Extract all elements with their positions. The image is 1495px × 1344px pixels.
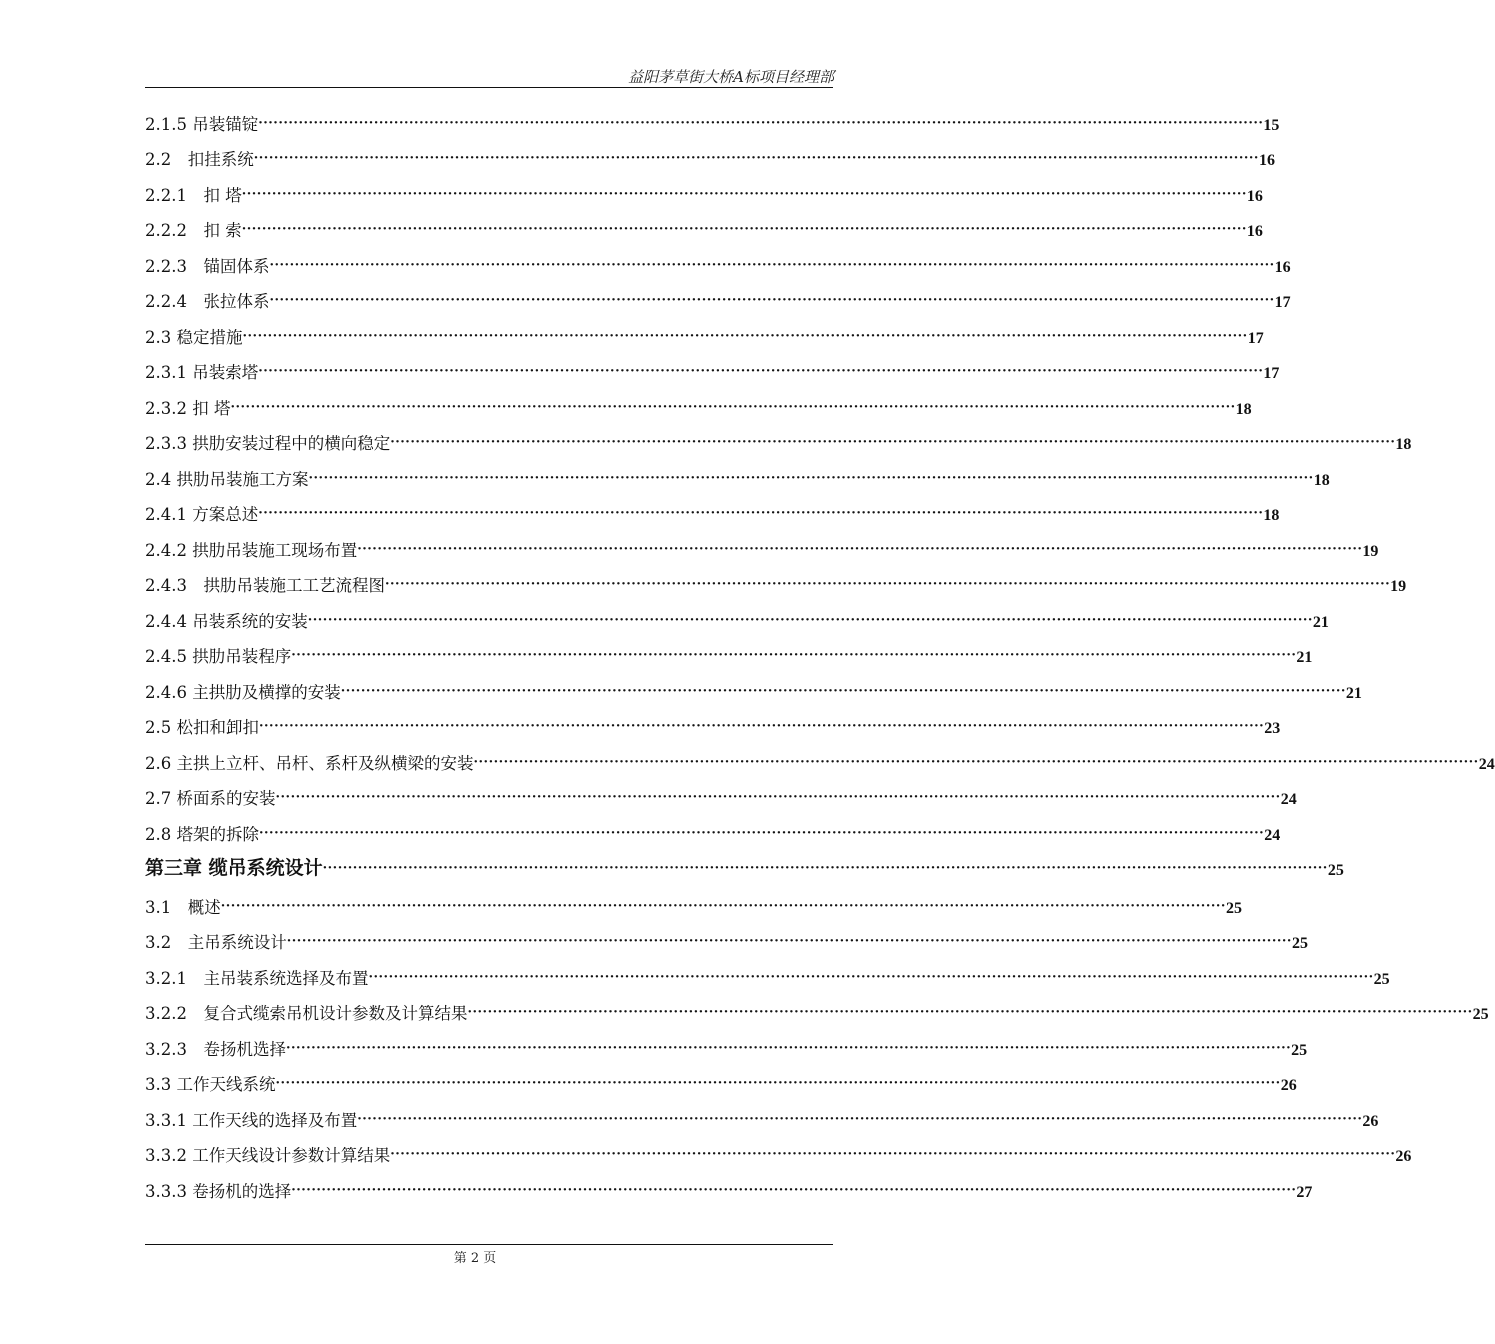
toc-leader-dots: ········································································································································································································: [390, 435, 1396, 450]
toc-leader-dots: ········································································································································································································: [269, 258, 1275, 273]
toc-entry-label: 2.4.5 拱肋吊装程序: [145, 647, 292, 666]
toc-entry-page: 24: [1280, 791, 1297, 808]
toc-entry-page: 25: [1327, 862, 1344, 879]
toc-entry-label: 2.4.1 方案总述: [145, 505, 259, 524]
toc-leader-dots: ········································································································································································································: [308, 471, 1314, 486]
toc-entry[interactable]: [145, 750, 1495, 774]
page-number: 第 2 页: [453, 1251, 497, 1266]
toc-entry-page: 21: [1345, 685, 1362, 702]
toc-entry-label: 2.2 扣挂系统: [145, 150, 254, 169]
toc-entry-page: 18: [1395, 436, 1412, 453]
toc-entry-label: 第三章 缆吊系统设计: [145, 857, 323, 879]
toc-entry-page: 18: [1263, 507, 1280, 524]
toc-entry-label: 3.2.3 卷扬机选择: [145, 1040, 286, 1059]
toc-leader-dots: ········································································································································································································: [291, 648, 1297, 663]
toc-entry-label: 3.2.2 复合式缆索吊机设计参数及计算结果: [145, 1004, 468, 1023]
toc-entry[interactable]: [145, 537, 1379, 561]
toc-entry[interactable]: [145, 1107, 1379, 1131]
toc-entry-page: 18: [1313, 472, 1330, 489]
toc-entry-label: 3.3.1 工作天线的选择及布置: [145, 1111, 358, 1130]
toc-leader-dots: ········································································································································································································: [291, 1183, 1297, 1198]
toc-leader-dots: ········································································································································································································: [286, 934, 1292, 949]
toc-entry-page: 21: [1312, 614, 1329, 631]
toc-entry-page: 17: [1274, 294, 1291, 311]
toc-leader-dots: ········································································································································································································: [259, 826, 1265, 841]
toc-entry-label: 2.3 稳定措施: [145, 328, 243, 347]
toc-entry[interactable]: [145, 929, 1308, 953]
toc-leader-dots: ········································································································································································································: [241, 187, 1247, 202]
toc-entry[interactable]: [145, 253, 1291, 277]
toc-entry-label: 2.4.2 拱肋吊装施工现场布置: [145, 541, 358, 560]
toc-entry-label: 2.3.2 扣 塔: [145, 399, 231, 418]
toc-entry-page: 19: [1390, 578, 1407, 595]
toc-leader-dots: ········································································································································································································: [242, 329, 1248, 344]
toc-entry-label: 2.5 松扣和卸扣: [145, 718, 259, 737]
toc-entry-label: 2.2.4 张拉体系: [145, 292, 270, 311]
toc-entry-page: 26: [1280, 1077, 1297, 1094]
toc-entry-label: 2.3.1 吊装索塔: [145, 363, 259, 382]
toc-entry-page: 25: [1225, 900, 1242, 917]
toc-entry-label: 3.2 主吊系统设计: [145, 933, 287, 952]
toc-entry-label: 2.2.2 扣 索: [145, 221, 242, 240]
toc-entry[interactable]: [145, 1036, 1308, 1060]
toc-entry-label: 2.3.3 拱肋安装过程中的横向稳定: [145, 434, 391, 453]
toc-entry-page: 21: [1296, 649, 1313, 666]
toc-entry[interactable]: [145, 714, 1281, 738]
toc-leader-dots: ········································································································································································································: [259, 719, 1265, 734]
toc-entry-page: 15: [1263, 117, 1280, 134]
toc-entry[interactable]: [145, 359, 1280, 383]
toc-entry[interactable]: [145, 572, 1407, 596]
toc-entry-page: 16: [1258, 152, 1275, 169]
toc-entry[interactable]: [145, 1000, 1489, 1024]
toc-leader-dots: ········································································································································································································: [258, 506, 1264, 521]
header-rule: [145, 87, 833, 88]
toc-entry-label: 2.4.6 主拱肋及横撑的安装: [145, 683, 341, 702]
toc-entry-page: 17: [1247, 330, 1264, 347]
toc-entry-label: 2.4 拱肋吊装施工方案: [145, 470, 309, 489]
toc-entry[interactable]: [145, 146, 1275, 170]
toc-entry[interactable]: [145, 288, 1291, 312]
toc-entry-page: 25: [1291, 935, 1308, 952]
toc-entry[interactable]: [145, 466, 1330, 490]
toc-leader-dots: ········································································································································································································: [241, 222, 1247, 237]
toc-entry-page: 24: [1264, 827, 1281, 844]
toc-leader-dots: ········································································································································································································: [467, 1005, 1473, 1020]
toc-entry-page: 25: [1291, 1042, 1308, 1059]
toc-entry-label: 3.2.1 主吊装系统选择及布置: [145, 969, 369, 988]
toc-entry-label: 3.3 工作天线系统: [145, 1075, 276, 1094]
toc-leader-dots: ········································································································································································································: [368, 970, 1374, 985]
toc-leader-dots: ········································································································································································································: [220, 899, 1226, 914]
toc-entry-label: 2.2.3 锚固体系: [145, 257, 270, 276]
toc-entry[interactable]: [145, 894, 1242, 918]
toc-leader-dots: ········································································································································································································: [384, 577, 1391, 592]
toc-entry-label: 3.3.2 工作天线设计参数计算结果: [145, 1146, 391, 1165]
toc-leader-dots: ········································································································································································································: [258, 116, 1264, 131]
toc-entry[interactable]: [145, 395, 1252, 419]
toc-leader-dots: ········································································································································································································: [357, 1112, 1363, 1127]
toc-entry-label: 2.2.1 扣 塔: [145, 186, 242, 205]
toc-leader-dots: ········································································································································································································: [473, 755, 1479, 770]
toc-entry[interactable]: [145, 324, 1264, 348]
toc-entry-page: 19: [1362, 543, 1379, 560]
toc-leader-dots: ········································································································································································································: [275, 790, 1281, 805]
toc-entry-page: 23: [1264, 720, 1281, 737]
toc-entry-label: 2.4.3 拱肋吊装施工工艺流程图: [145, 576, 385, 595]
toc-leader-dots: ········································································································································································································: [390, 1147, 1396, 1162]
toc-entry[interactable]: [145, 1142, 1412, 1166]
toc-leader-dots: ········································································································································································································: [258, 364, 1264, 379]
toc-entry-page: 16: [1274, 259, 1291, 276]
toc-entry[interactable]: [145, 217, 1263, 241]
toc-entry-page: 26: [1362, 1113, 1379, 1130]
toc-entry[interactable]: [145, 785, 1297, 809]
toc-entry[interactable]: [145, 501, 1280, 525]
toc-leader-dots: ········································································································································································································: [307, 613, 1313, 628]
toc-entry-label: 3.1 概述: [145, 898, 221, 917]
running-header: 益阳茅草街大桥A标项目经理部: [628, 68, 834, 86]
toc-entry[interactable]: [145, 1178, 1313, 1202]
toc-entry-label: 2.7 桥面系的安装: [145, 789, 276, 808]
toc-entry[interactable]: [145, 182, 1263, 206]
toc-entry-page: 24: [1478, 756, 1495, 773]
toc-entry[interactable]: [145, 430, 1412, 454]
toc-entry[interactable]: [145, 643, 1313, 667]
toc-leader-dots: ········································································································································································································: [253, 151, 1259, 166]
toc-entry-label: 2.4.4 吊装系统的安装: [145, 612, 308, 631]
toc-entry-label: 3.3.3 卷扬机的选择: [145, 1182, 292, 1201]
toc-entry[interactable]: [145, 1071, 1297, 1095]
toc-entry-page: 26: [1395, 1148, 1412, 1165]
toc-entry-page: 16: [1246, 223, 1263, 240]
toc-entry-page: 17: [1263, 365, 1280, 382]
toc-entry-page: 18: [1235, 401, 1252, 418]
toc-leader-dots: ········································································································································································································: [230, 400, 1236, 415]
toc-leader-dots: ········································································································································································································: [357, 542, 1363, 557]
toc-entry-label: 2.6 主拱上立杆、吊杆、系杆及纵横梁的安装: [145, 754, 474, 773]
toc-entry[interactable]: [145, 821, 1281, 845]
toc-entry-page: 27: [1296, 1184, 1313, 1201]
toc-entry-page: 16: [1246, 188, 1263, 205]
toc-chapter-entry[interactable]: [145, 856, 1344, 880]
toc-entry-page: 25: [1373, 971, 1390, 988]
toc-entry[interactable]: [145, 679, 1362, 703]
toc-entry[interactable]: [145, 965, 1390, 989]
toc-entry[interactable]: [145, 111, 1280, 135]
toc-leader-dots: ········································································································································································································: [340, 684, 1346, 699]
toc-entry-label: 2.1.5 吊装锚锭: [145, 115, 259, 134]
footer-rule: [145, 1244, 833, 1245]
toc-entry-label: 2.8 塔架的拆除: [145, 825, 259, 844]
toc-leader-dots: ········································································································································································································: [269, 293, 1275, 308]
toc-leader-dots: ········································································································································································································: [322, 861, 1328, 876]
toc-leader-dots: ········································································································································································································: [285, 1041, 1292, 1056]
toc-entry-page: 25: [1472, 1006, 1489, 1023]
toc-leader-dots: ········································································································································································································: [275, 1076, 1281, 1091]
toc-entry[interactable]: [145, 608, 1329, 632]
